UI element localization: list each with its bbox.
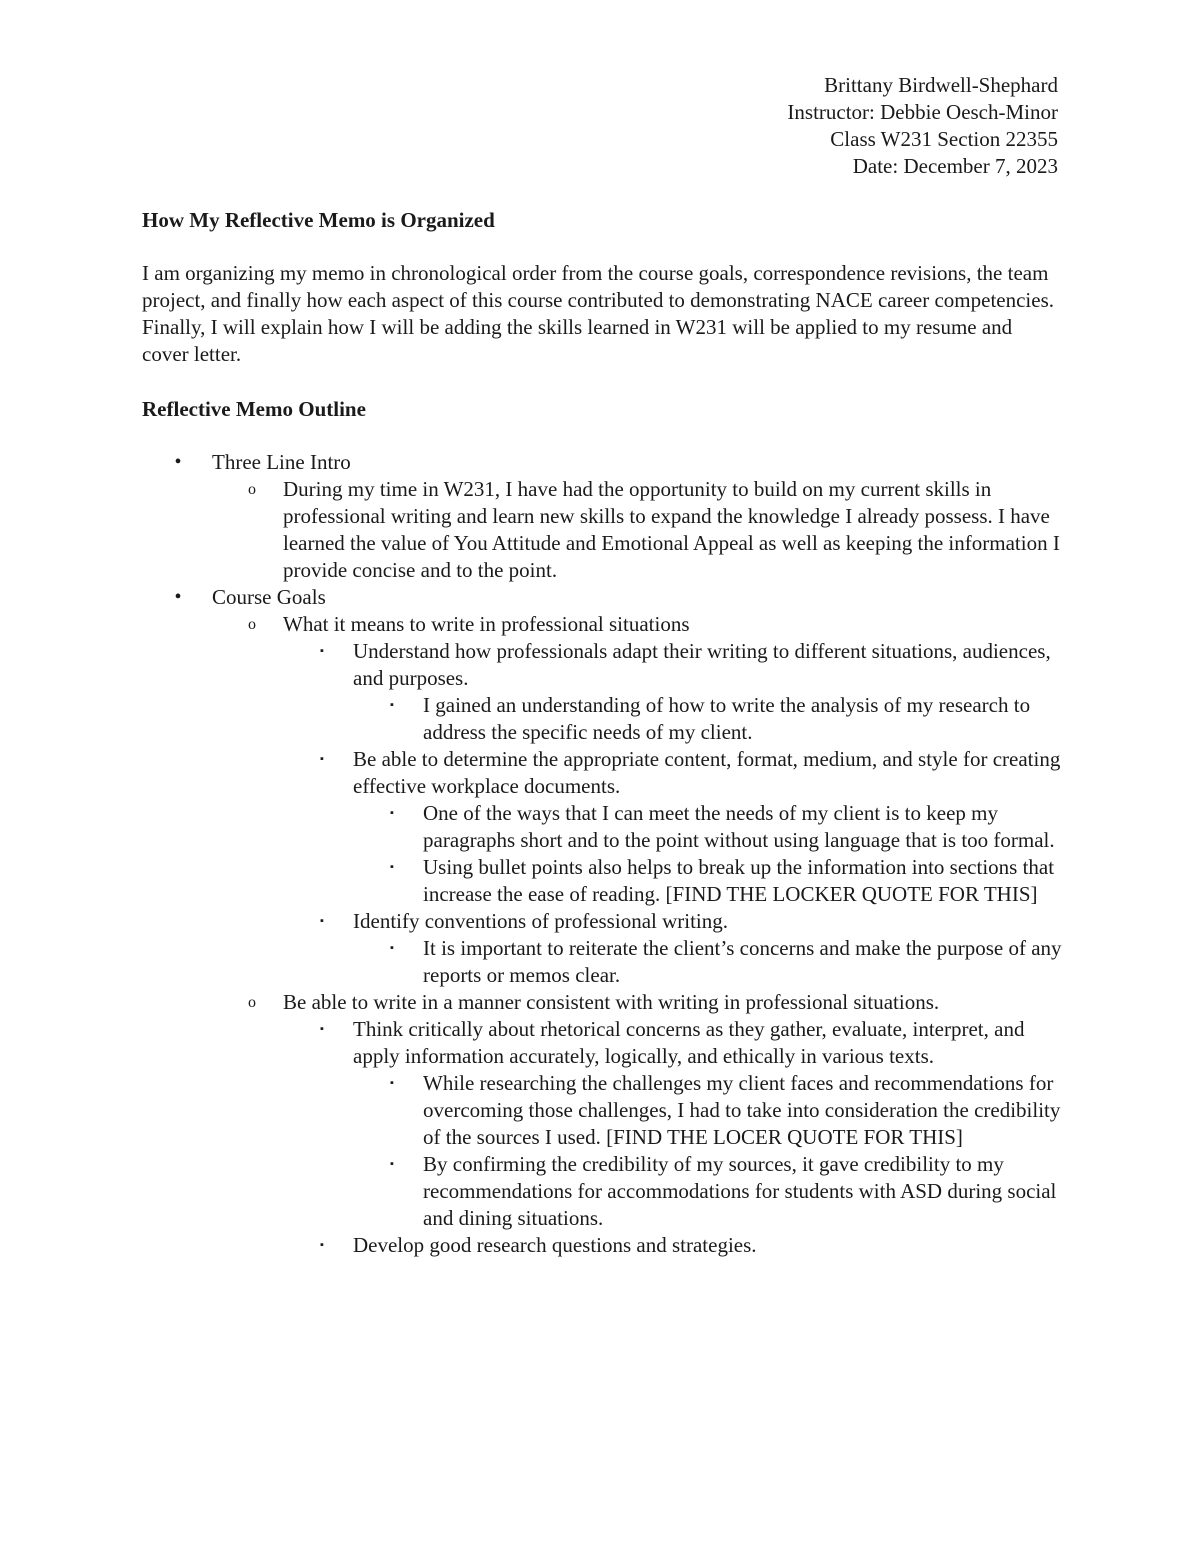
outline-item-text: Develop good research questions and strategies. bbox=[353, 1233, 757, 1257]
bullet-marker: ▪ bbox=[390, 699, 394, 711]
class-section-line: Class W231 Section 22355 bbox=[830, 127, 1058, 151]
bullet-marker: o bbox=[248, 616, 256, 633]
outline-item-text: One of the ways that I can meet the needs of my client is to keep my paragraphs short and to the point without using language that is too formal. bbox=[423, 801, 1055, 852]
bullet-marker: ▪ bbox=[320, 1023, 324, 1035]
outline-item-level-4 bbox=[142, 692, 1062, 746]
outline-item-text: Course Goals bbox=[212, 585, 326, 609]
outline-item-text: Three Line Intro bbox=[212, 450, 351, 474]
outline-item-level-1 bbox=[142, 449, 1062, 476]
outline-item-level-4 bbox=[142, 1070, 1062, 1151]
bullet-marker: ▪ bbox=[320, 753, 324, 765]
outline-item-level-4 bbox=[142, 935, 1062, 989]
outline-item-level-3 bbox=[142, 638, 1062, 692]
outline-item-level-4 bbox=[142, 1151, 1062, 1232]
outline-item-text: Be able to write in a manner consistent with writing in professional situations. bbox=[283, 990, 940, 1014]
outline-item-text: Identify conventions of professional writing. bbox=[353, 909, 729, 933]
outline-item-text: Think critically about rhetorical concerns as they gather, evaluate, interpret, and apply information accurately, logically, and ethically in various texts. bbox=[353, 1017, 1025, 1068]
outline-item-level-3 bbox=[142, 746, 1062, 800]
outline-item-level-2 bbox=[142, 611, 1062, 638]
outline-item-level-3 bbox=[142, 1232, 1062, 1259]
outline-item-text: During my time in W231, I have had the opportunity to build on my current skills in professional writing and learn new skills to expand the knowledge I already possess. I have learned the value of You Attitude and Emotional Appeal as well as keeping the information I provide concise and to the point. bbox=[283, 477, 1060, 582]
date-line: Date: December 7, 2023 bbox=[852, 154, 1058, 178]
outline-item-level-3 bbox=[142, 908, 1062, 935]
bullet-marker: ▪ bbox=[390, 942, 394, 954]
bullet-marker: ▪ bbox=[320, 645, 324, 657]
outline-item-text: What it means to write in professional situations bbox=[283, 612, 690, 636]
outline-item-level-2 bbox=[142, 476, 1062, 584]
outline-item-level-1 bbox=[142, 584, 1062, 611]
outline-item-level-4 bbox=[142, 800, 1062, 854]
organization-paragraph: I am organizing my memo in chronological order from the course goals, correspondence revisions, the team project, and finally how each aspect of this course contributed to demonstrating NACE career competencies. Finally, I will explain how I will be adding the skills learned in W231 will be applied to my resume and cover letter. bbox=[142, 261, 1055, 366]
bullet-marker: ▪ bbox=[320, 915, 324, 927]
outline-item-text: It is important to reiterate the client’s concerns and make the purpose of any reports or memos clear. bbox=[423, 936, 1062, 987]
memo-header bbox=[787, 72, 1058, 180]
bullet-marker: • bbox=[174, 586, 182, 608]
bullet-marker: ▪ bbox=[390, 1077, 394, 1089]
bullet-marker: • bbox=[174, 451, 182, 473]
bullet-marker: o bbox=[248, 481, 256, 498]
outline-heading: Reflective Memo Outline bbox=[142, 397, 366, 421]
outline-item-text: By confirming the credibility of my sources, it gave credibility to my recommendations for accommodations for students with ASD during social and dining situations. bbox=[423, 1152, 1057, 1230]
outline-item-text: Using bullet points also helps to break up the information into sections that increase the ease of reading. [FIND THE LOCKER QUOTE FOR THIS] bbox=[423, 855, 1055, 906]
author-name: Brittany Birdwell-Shephard bbox=[824, 73, 1058, 97]
bullet-marker: ▪ bbox=[320, 1239, 324, 1251]
outline-item-text: Understand how professionals adapt their writing to different situations, audiences, and purposes. bbox=[353, 639, 1051, 690]
bullet-marker: ▪ bbox=[390, 1158, 394, 1170]
organization-heading: How My Reflective Memo is Organized bbox=[142, 208, 495, 232]
outline-list bbox=[142, 449, 1062, 1259]
outline-item-level-2 bbox=[142, 989, 1062, 1016]
outline-item-level-4 bbox=[142, 854, 1062, 908]
bullet-marker: ▪ bbox=[390, 861, 394, 873]
outline-item-text: Be able to determine the appropriate content, format, medium, and style for creating effective workplace documents. bbox=[353, 747, 1061, 798]
outline-item-level-3 bbox=[142, 1016, 1062, 1070]
outline-item-text: While researching the challenges my client faces and recommendations for overcoming those challenges, I had to take into consideration the credibility of the sources I used. [FIND THE LOCER QUOTE FOR THIS] bbox=[423, 1071, 1061, 1149]
bullet-marker: o bbox=[248, 994, 256, 1011]
instructor-line: Instructor: Debbie Oesch-Minor bbox=[787, 100, 1058, 124]
outline-item-text: I gained an understanding of how to write the analysis of my research to address the specific needs of my client. bbox=[423, 693, 1031, 744]
bullet-marker: ▪ bbox=[390, 807, 394, 819]
